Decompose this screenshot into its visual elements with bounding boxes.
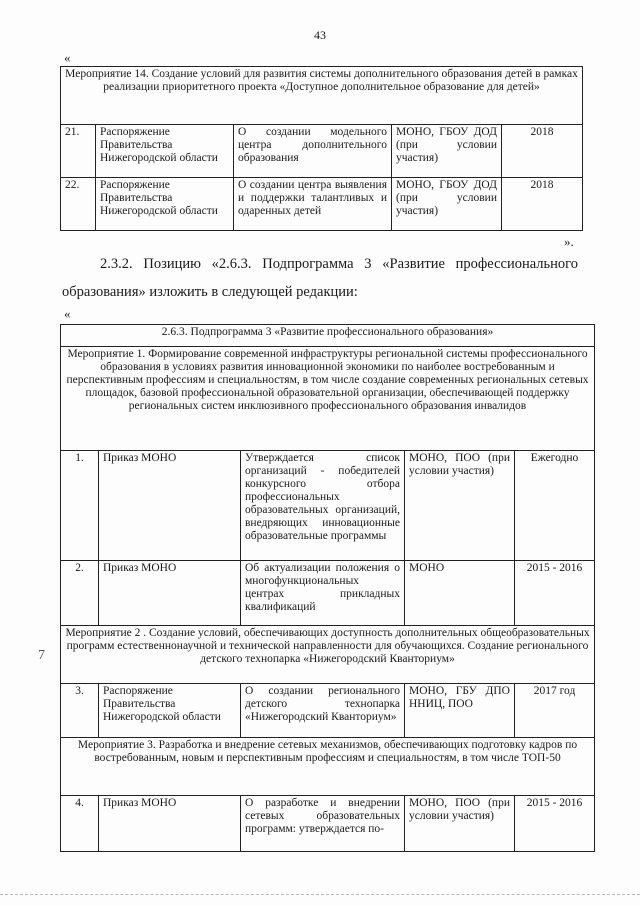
row-executor: МОНО, ГБУ ДПО ННИЦ, ПОО xyxy=(405,684,515,738)
row-title: Утверждается список организаций - победителей конкурсного отбора профессиональных образовательных организаций, внедряющих инновационные образовательные программы xyxy=(241,451,405,561)
row-period: 2018 xyxy=(502,125,583,178)
row-title: О создании центра выявления и поддержки талантливых и одаренных детей xyxy=(234,178,392,231)
opening-quote-2: « xyxy=(64,306,71,321)
page-number: 43 xyxy=(314,28,326,42)
row-number: 22. xyxy=(61,178,96,231)
table-row xyxy=(61,125,583,178)
row-title: О создании регионального детского технопарка «Нижегородский Кванториум» xyxy=(241,684,405,738)
row-number: 21. xyxy=(61,125,96,178)
measure-14-header: Мероприятие 14. Создание условий для развития системы дополнительного образования детей в рамках реализации приоритетного проекта «Доступное дополнительное образование для детей» xyxy=(61,67,583,125)
row-executor: МОНО, ГБОУ ДОД (при условии участия) xyxy=(392,178,502,231)
row-period: 2015 - 2016 xyxy=(515,561,595,626)
row-document: Распоряжение Правительства Нижегородской области xyxy=(96,178,234,231)
row-executor: МОНО xyxy=(405,561,515,626)
subprogram-3-table xyxy=(60,324,595,852)
handwritten-margin-mark: 7 xyxy=(38,648,45,663)
row-title: О создании модельного центра дополнительного образования xyxy=(234,125,392,178)
subprogram-title: 2.6.3. Подпрограмма 3 «Развитие профессионального образования» xyxy=(61,325,595,347)
row-document: Приказ МОНО xyxy=(99,561,241,626)
table-row xyxy=(61,684,595,738)
measure-14-table xyxy=(60,66,583,231)
row-period: 2018 xyxy=(502,178,583,231)
table-row xyxy=(61,178,583,231)
row-document: Распоряжение Правительства Нижегородской области xyxy=(96,125,234,178)
measure-1-header: Мероприятие 1. Формирование современной инфраструктуры региональной системы профессионального образования в условиях развития инновационной экономики по наиболее востребованным и перспективным профессиям и специальностям, в том числе создание современных региональных сетевых площадок, базовой профессиональной образовательной организации, обеспечивающей поддержку региональных систем инклюзивного профессионального образования инвалидов xyxy=(61,347,595,451)
table-row xyxy=(61,451,595,561)
amendment-paragraph: 2.3.2. Позицию «2.6.3. Подпрограмма 3 «Развитие профессионального образования» изложить в следующей редакции: xyxy=(62,256,578,300)
row-number: 1. xyxy=(61,451,99,561)
measure-2-header: Мероприятие 2 . Создание условий, обеспечивающих доступность дополнительных общеобразовательных программ естественнонаучной и технической направленности для обучающихся. Создание регионального детского технопарка «Нижегородский Кванториум» xyxy=(61,626,595,684)
row-title: О разработке и внедрении сетевых образовательных программ: утверждается по- xyxy=(241,796,405,852)
row-document: Распоряжение Правительства Нижегородской области xyxy=(99,684,241,738)
row-period: 2015 - 2016 xyxy=(515,796,595,852)
row-executor: МОНО, ГБОУ ДОД (при условии участия) xyxy=(392,125,502,178)
row-executor: МОНО, ПОО (при условии участия) xyxy=(405,796,515,852)
row-period: Ежегодно xyxy=(515,451,595,561)
measure-3-header: Мероприятие 3. Разработка и внедрение сетевых механизмов, обеспечивающих подготовку кадров по востребованным, новым и перспективным профессиям и специальностям, в том числе ТОП-50 xyxy=(61,738,595,796)
row-document: Приказ МОНО xyxy=(99,451,241,561)
row-title: Об актуализации положения о многофункциональных центрах прикладных квалификаций xyxy=(241,561,405,626)
table-row xyxy=(61,561,595,626)
row-document: Приказ МОНО xyxy=(99,796,241,852)
closing-quote: ». xyxy=(564,234,574,249)
bottom-scan-edge xyxy=(0,894,640,896)
row-executor: МОНО, ПОО (при условии участия) xyxy=(405,451,515,561)
row-number: 3. xyxy=(61,684,99,738)
table-row xyxy=(61,796,595,852)
row-number: 2. xyxy=(61,561,99,626)
row-number: 4. xyxy=(61,796,99,852)
row-period: 2017 год xyxy=(515,684,595,738)
opening-quote-1: « xyxy=(64,50,71,65)
